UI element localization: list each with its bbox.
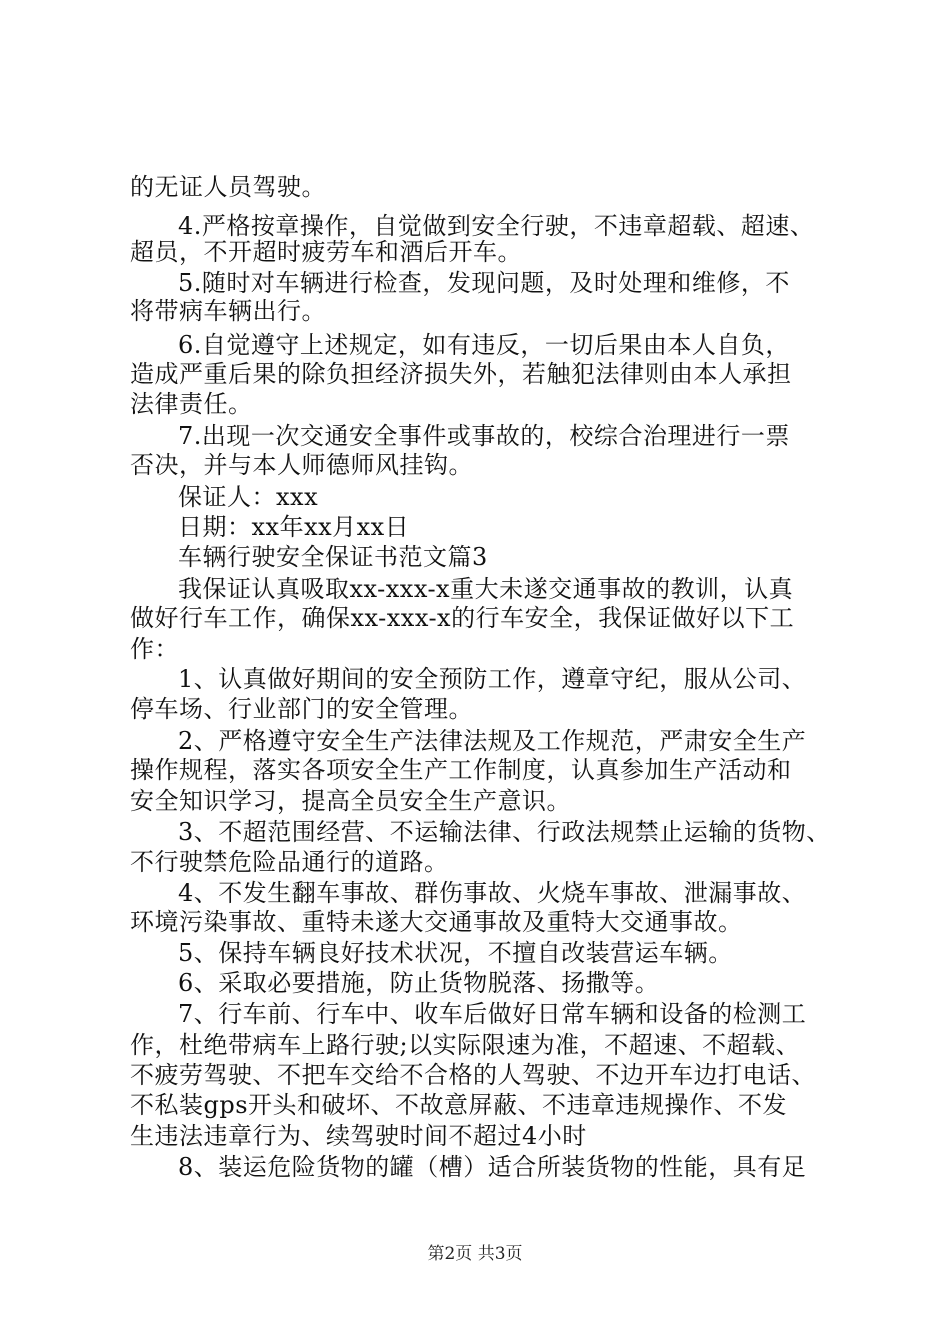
guarantor-line: 保证人：xxx [178, 483, 319, 511]
text-line: 生违法违章行为、续驾驶时间不超过4小时 [130, 1122, 587, 1150]
text-line: 的无证人员驾驶。 [130, 173, 326, 201]
text-line: 7.出现一次交通安全事件或事故的，校综合治理进行一票 [178, 422, 790, 450]
text-line: 7、行车前、行车中、收车后做好日常车辆和设备的检测工 [178, 1000, 807, 1028]
text-line: 作，杜绝带病车上路行驶;以实际限速为准，不超速、不超载、 [130, 1031, 801, 1059]
text-line: 将带病车辆出行。 [130, 297, 326, 325]
text-line: 停车场、行业部门的安全管理。 [130, 695, 473, 723]
text-line: 4.严格按章操作，自觉做到安全行驶，不违章超载、超速、 [178, 212, 815, 240]
text-line: 不行驶禁危险品通行的道路。 [130, 848, 449, 876]
text-line: 不疲劳驾驶、不把车交给不合格的人驾驶、不边开车边打电话、 [130, 1061, 816, 1089]
text-line: 5.随时对车辆进行检查，发现问题，及时处理和维修，不 [178, 269, 790, 297]
text-line: 1、认真做好期间的安全预防工作，遵章守纪，服从公司、 [178, 665, 807, 693]
text-line: 操作规程，落实各项安全生产工作制度，认真参加生产活动和 [130, 756, 792, 784]
text-line: 5、保持车辆良好技术状况，不擅自改装营运车辆。 [178, 939, 733, 967]
text-line: 否决，并与本人师德师风挂钩。 [130, 451, 473, 479]
text-line: 不私装gps开头和破坏、不故意屏蔽、不违章违规操作、不发 [130, 1091, 788, 1119]
text-line: 我保证认真吸取xx-xxx-x重大未遂交通事故的教训，认真 [178, 575, 794, 603]
page-footer: 第2页 共3页 [427, 1244, 523, 1264]
section-heading: 车辆行驶安全保证书范文篇3 [178, 543, 488, 571]
date-line: 日期：xx年xx月xx日 [178, 513, 410, 541]
text-line: 6、采取必要措施，防止货物脱落、扬撒等。 [178, 969, 660, 997]
text-line: 3、不超范围经营、不运输法律、行政法规禁止运输的货物、 [178, 818, 831, 846]
text-line: 造成严重后果的除负担经济损失外，若触犯法律则由本人承担 [130, 360, 792, 388]
text-line: 安全知识学习，提高全员安全生产意识。 [130, 787, 571, 815]
text-line: 做好行车工作，确保xx-xxx-x的行车安全，我保证做好以下工 [130, 604, 795, 632]
text-line: 6.自觉遵守上述规定，如有违反，一切后果由本人自负， [178, 331, 790, 359]
text-line: 超员，不开超时疲劳车和酒后开车。 [130, 238, 522, 266]
text-line: 4、不发生翻车事故、群伤事故、火烧车事故、泄漏事故、 [178, 879, 807, 907]
text-line: 环境污染事故、重特未遂大交通事故及重特大交通事故。 [130, 908, 743, 936]
text-line: 法律责任。 [130, 390, 253, 418]
text-line: 8、装运危险货物的罐（槽）适合所装货物的性能，具有足 [178, 1153, 807, 1181]
text-line: 2、严格遵守安全生产法律法规及工作规范，严肃安全生产 [178, 727, 807, 755]
text-line: 作： [130, 635, 179, 663]
